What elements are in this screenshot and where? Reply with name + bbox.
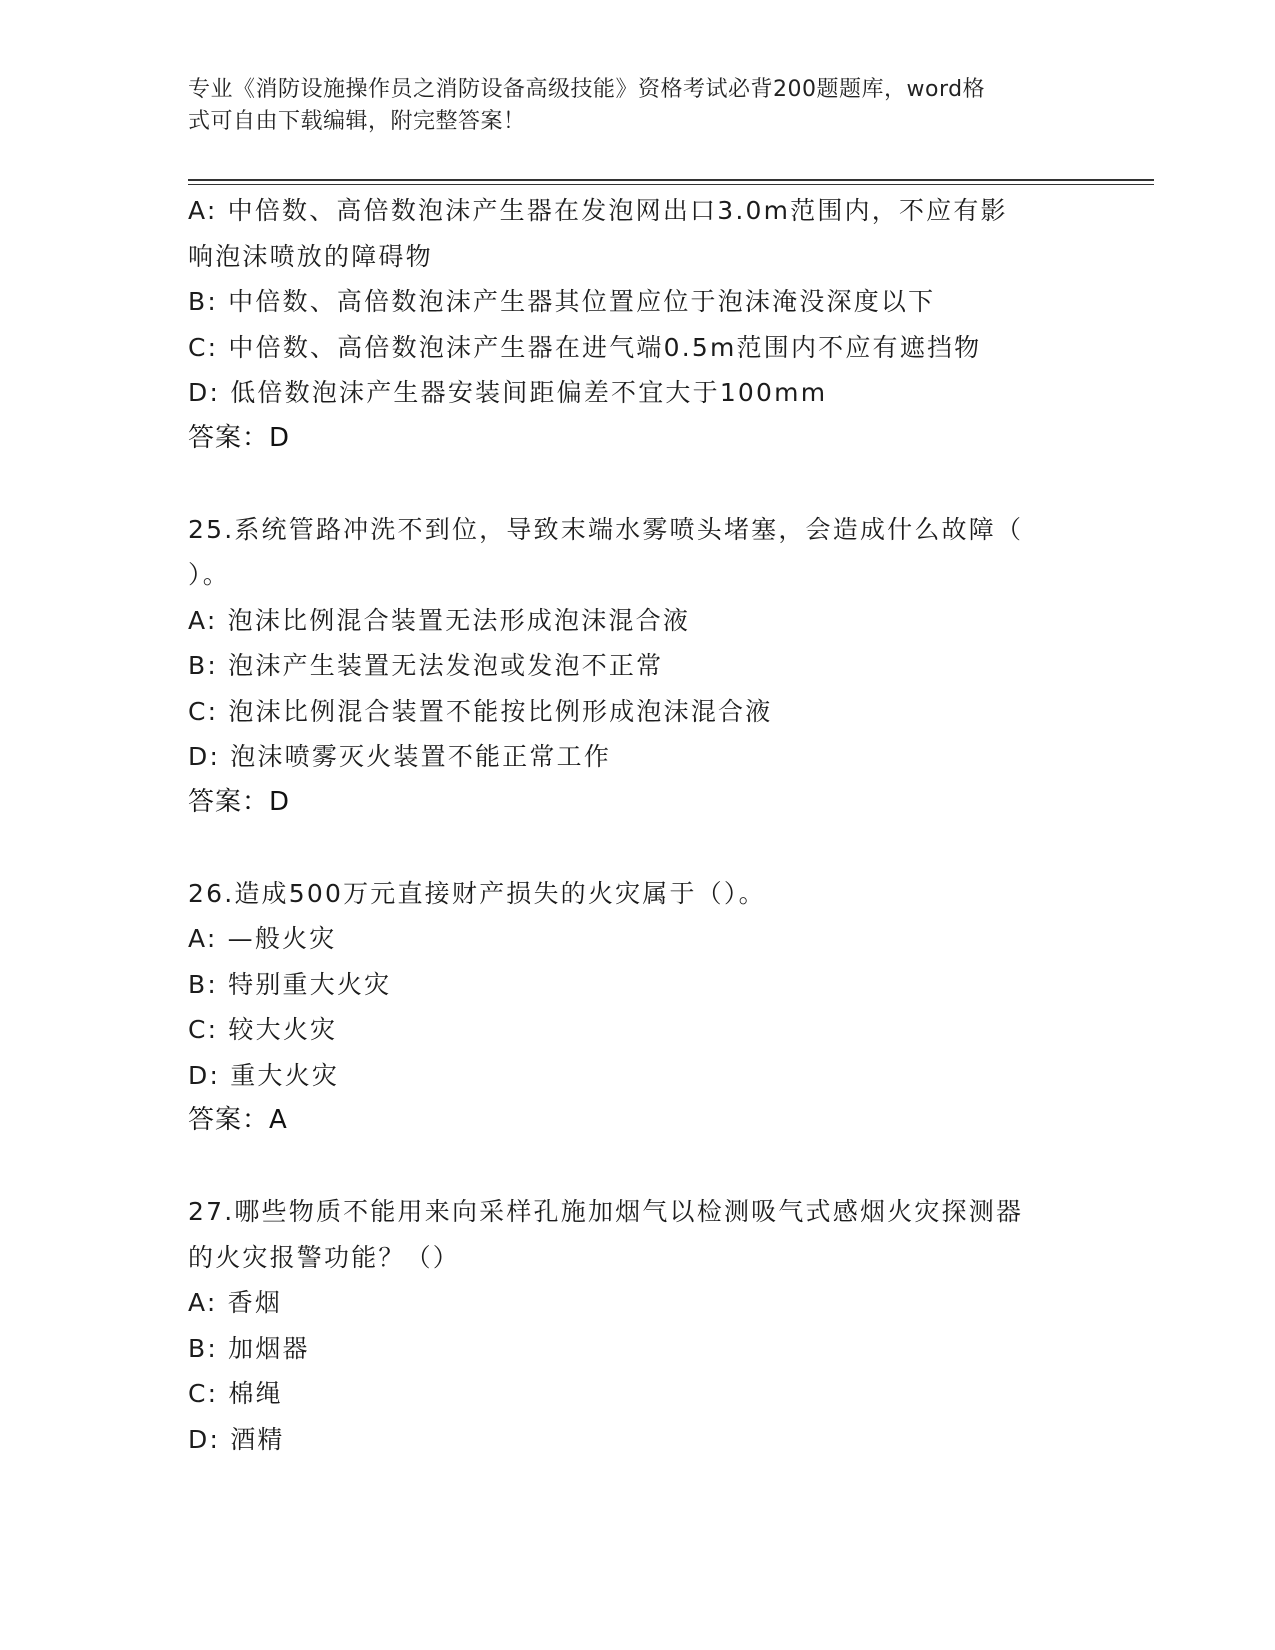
option-a-line-1: A: 中倍数、高倍数泡沫产生器在发泡网出口3.0m范围内，不应有影 — [188, 196, 1008, 225]
header-divider-thin — [188, 184, 1154, 185]
question-27 — [188, 1189, 1088, 1462]
document-header — [188, 74, 1068, 138]
option-a: A: 香烟 — [188, 1288, 283, 1317]
question-list — [188, 188, 1088, 1462]
option-a: A: 泡沫比例混合装置无法形成泡沫混合液 — [188, 605, 691, 635]
option-d: D: 酒精 — [188, 1424, 285, 1454]
question-24-continued — [188, 188, 1088, 461]
question-25 — [188, 507, 1088, 826]
header-title-line-2: 式可自由下载编辑，附完整答案！ — [188, 109, 526, 134]
option-b: B: 泡沫产生装置无法发泡或发泡不正常 — [188, 651, 664, 680]
option-c: C: 较大火灾 — [188, 1015, 338, 1044]
option-b: B: 中倍数、高倍数泡沫产生器其位置应位于泡沫淹没深度以下 — [188, 287, 936, 316]
option-d: D: 重大火灾 — [188, 1060, 340, 1090]
option-d: D: 泡沫喷雾灭火装置不能正常工作 — [188, 742, 612, 771]
question-26 — [188, 871, 1088, 1144]
header-title-line-1: 专业《消防设施操作员之消防设备高级技能》资格考试必背200题题库，word格 — [188, 77, 986, 102]
answer: 答案：D — [188, 422, 291, 453]
option-b: B: 加烟器 — [188, 1333, 310, 1363]
header-divider-thick — [188, 179, 1154, 181]
question-stem-line-2: 的火灾报警功能？（） — [188, 1242, 461, 1272]
option-a: A: —般火灾 — [188, 924, 337, 953]
option-d: D: 低倍数泡沫产生器安装间距偏差不宜大于100mm — [188, 378, 828, 407]
spacer — [188, 825, 1088, 871]
option-c: C: 泡沫比例混合装置不能按比例形成泡沫混合液 — [188, 696, 773, 726]
answer: 答案：D — [188, 786, 291, 817]
question-stem-line-1: 27.哪些物质不能用来向采样孔施加烟气以检测吸气式感烟火灾探测器 — [188, 1197, 1024, 1226]
question-stem-line-1: 25.系统管路冲洗不到位，导致末端水雾喷头堵塞，会造成什么故障（ — [188, 514, 1024, 544]
option-b: B: 特别重大火灾 — [188, 969, 392, 999]
answer: 答案：A — [188, 1105, 288, 1135]
spacer — [188, 461, 1088, 507]
option-a-line-2: 响泡沫喷放的障碍物 — [188, 241, 433, 271]
spacer — [188, 1144, 1088, 1190]
question-stem: 26.造成500万元直接财产损失的火灾属于（）。 — [188, 878, 766, 908]
option-c: C: 棉绳 — [188, 1379, 283, 1408]
option-c: C: 中倍数、高倍数泡沫产生器在进气端0.5m范围内不应有遮挡物 — [188, 332, 982, 362]
question-stem-line-2: ）。 — [188, 560, 230, 589]
